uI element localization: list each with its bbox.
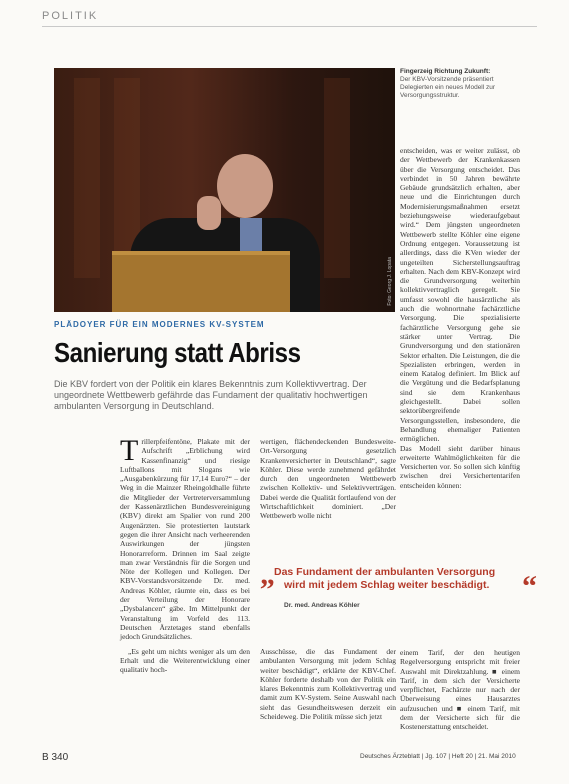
article-photo — [54, 68, 395, 312]
quote-source: Dr. med. Andreas Köhler — [284, 602, 360, 609]
article-column-5: einem Tarif, der den heutigen Regelversorgung entspricht mit freier Auswahl mit Direktzahlung. ■ einem Tarif, in dem sich der Versicherte verpflichtet, Fachärzte nur nach der Überweisung eines Hausarztes aufzusuchen und ■ einem Tarif, mit dem der Versicherte sich für die Kostenerstattung entscheidet. — [400, 648, 520, 732]
section-label: POLITIK — [42, 10, 99, 22]
journal-info: Deutsches Ärzteblatt | Jg. 107 | Heft 20 | 21. Mai 2010 — [360, 753, 516, 760]
caption-text: Der KBV-Vorsitzende präsentiert Delegierten ein neues Modell zur Versorgungsstruktur. — [400, 76, 496, 99]
photo-caption — [400, 68, 520, 100]
article-column-2: wertigen, flächendeckenden Bundesweite-Ort-Versorgung gesetzlich Krankenversicherter in Deutschland“, sagte Köhler. Diese werde zunehmend gefährdet durch den ungeordneten Wettbewerb zwischen Kollektiv- und Selektivverträgen. Dabei werde die Qualität fortlaufend von der Wirtschaftlichkeit dominiert. „Der Wettbewerb wolle nicht — [260, 437, 396, 521]
quote-open-icon: „ — [260, 558, 275, 591]
quote-line-1: Das Fundament der ambulanten Versorgung — [274, 566, 496, 578]
quote-text — [274, 566, 532, 592]
photo-credit: Foto: Georg J. Lopata — [387, 257, 393, 306]
page-number: B 340 — [42, 752, 69, 763]
column-1-paragraph-2: „Es geht um nichts weniger als um den Erhalt und die Weiterentwicklung einer qualitativ hoch- — [120, 646, 250, 675]
dropcap: T — [120, 434, 139, 467]
section-rule — [42, 26, 537, 27]
quote-close-icon: “ — [522, 570, 537, 603]
caption-title: Fingerzeig Richtung Zukunft: — [400, 68, 491, 75]
article-column-3: entscheiden, was er weiter zulässt, ob der Wettbewerb der Krankenkassen über die Versorgung entscheidet. Das verbindet in 50 Jahren bewährte Gebäude grundsätzlich erhalten, aber neue und die Einrichtungen durch Modernisierungsmaßnahmen ersetzt beziehungsweise wiederaufgebaut wird.“ Dem jüngsten ungeordneten Wettbewerb stellte Köhler eine eigene Ordnung entgegen. Voraussetzung ist allerdings, dass die KVen wieder der ungeteilten Sicherstellungsauftrag erhalten. Nach dem KBV-Konzept wird die Grundversorgung weiterhin kollektivvertraglich geregelt. Sie umfasst sowohl die hausärztliche als auch die wohnortnahe fachärztliche Versorgung. Die spezialisierte fachärztliche Versorgung gehe sie stärker unter Vertrag. Die Grundversorgung und den stationären Sektor erhalten. Die Leistungen, die die Spezialisten erbringen, werden in einem Katalog definiert. Im Blick auf die Vergütung und die Bedarfsplanung sind sie dem Krankenhaus gleichgestellt. Dabei sollen sektorübergreifende Versorgungsstellen, insbesondere, die Behandlung ehemaliger Patienten ermöglichen. Das Modell sieht darüber hinaus erweiterte Wahlmöglichkeiten für die Versicherten vor. So sollen sich künftig zwischen drei Versichertentarifen entscheiden können: — [400, 146, 520, 490]
article-column-4: Ausschüsse, die das Fundament der ambulanten Versorgung mit jedem Schlag weiter beschädigt“, erklärte der KBV-Chef. Köhler forderte deshalb von der Politik ein klares Bekenntnis zum Kollektivvertrag und damit zum KV-System. Seine Auswahl nach sieht das Gesundheitswesen derzeit ein Scheideweg. Die Politik müsse sich jetzt — [260, 647, 396, 722]
article-kicker: PLÄDOYER FÜR EIN MODERNES KV-SYSTEM — [54, 320, 265, 329]
quote-line-2: wird mit jedem Schlag weiter beschädigt. — [284, 579, 490, 591]
column-1-text: rillerpfeifentöne, Plakate mit der Aufschrift „Erblichung wird Kassenfinanzig“ und riesige Luftballons mit Slogans wie „Ausgabenkürzung für 17,14 Euro?“ – der Weg in die Mainzer Rheingoldhalle führte die Mitglieder der Vertreterversammlung der Kassenärztlichen Bundesvereinigung (KBV) direkt am Spalier von rund 200 Augenärzten. Sie protestierten lautstark gegen die ihrer Ansicht nach verheerenden Auswirkungen der jüngsten Honorarreform. Drinnen im Saal zeigte man zwar Verständnis für die Sorgen und Nöte der Kollegen und Kollegen. Der KBV-Vorstandsvorsitzende Dr. med. Andreas Köhler, räumte ein, dass es bei der Verteilung der Honorare „Dysbalancen“ gäbe. Im Mittelpunkt der Veranstaltung im Vorfeld des 113. Deutschen Ärztetages stand ebenfalls jedoch Grundsätzliches. — [120, 437, 250, 642]
article-headline: Sanierung statt Abriss — [54, 337, 301, 368]
article-deck: Die KBV fordert von der Politik ein klares Bekenntnis zum Kollektivvertrag. Der ungeordnete Wettbewerb gefährde das Fundament der qualitativ hochwertigen ambulanten Versorgung in Deutschland. — [54, 379, 368, 411]
article-column-1 — [120, 434, 250, 675]
